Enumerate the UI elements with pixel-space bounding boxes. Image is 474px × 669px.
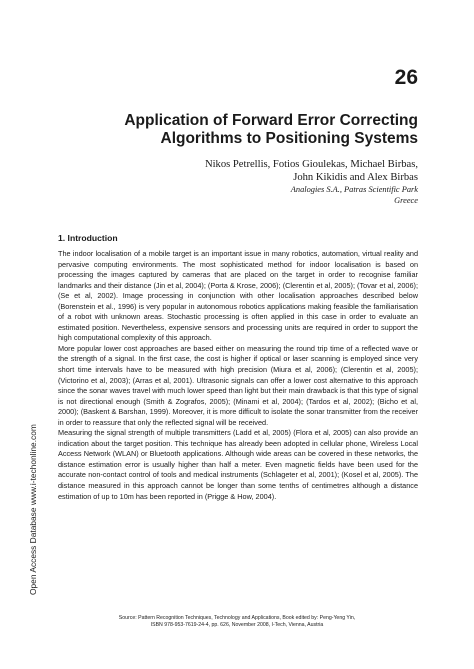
body-paragraph: The indoor localisation of a mobile target is an important issue in many robotics, automation, virtual reality and pervasive computing environments. The most sophisticated method for indoor localisation is based on processing the images captured by cameras that are placed on the target in order to recognise familiar landmarks and their distance (Jin et al, 2004); (Porta & Krose, 2006); (Clerentin et al, 2005); (Tovar et al, 2006); (Se et al, 2002). Image processing in conjunction with other localisation approaches described below (Borenstein et al., 1996) is very popular in autonomous robotics applications making feasible the familiarisation of a robot with unknown areas. Stochastic processing is often applied in this case in order to evaluate an estimated position. Nevertheless, expensive sensors and processing units are required in order to support the high computational complexity of this approach.	[58, 249, 418, 343]
author-names: Nikos Petrellis, Fotios Gioulekas, Michael Birbas,	[204, 159, 418, 170]
sidebar-watermark-text: Open Access Database www.i-techonline.com	[28, 424, 38, 595]
author-block	[205, 158, 418, 206]
body-paragraph: Measuring the signal strength of multiple transmitters (Ladd et al, 2005) (Flora et al, 2005) can also provide an indication about the target position. This technique has already been adopted in cellular phone, Wireless Local Access Network (WLAN) or Bluetooth applications. Although wide areas can be covered in these networks, the distance estimation error is usually higher than half a meter. Even magnetic fields have been used for the accurate non-contact control of tools and medical instruments (Schlageter et al, 2001); (Kosel et al, 2005). The distance measured in this approach cannot be longer than some tenths of centimetres although a distance estimation of up to 10m has been reported in (Prigge & How, 2004).	[58, 428, 418, 501]
section-heading: 1. Introduction	[58, 233, 118, 243]
chapter-title-line: Application of Forward Error Correcting	[124, 112, 418, 129]
chapter-number: 26	[394, 66, 418, 89]
author-affiliation: Analogies S.A., Patras Scientific Park	[290, 185, 418, 194]
chapter-title-line: Algorithms to Positioning Systems	[160, 130, 418, 147]
author-names: John Kikidis and Alex Birbas	[293, 172, 418, 183]
body-text	[58, 249, 418, 502]
source-line: ISBN 978-953-7619-24-4, pp. 626, November 2008, I-Tech, Vienna, Austria	[150, 622, 324, 628]
body-paragraph: More popular lower cost approaches are based either on measuring the round trip time of a reflected wave or the strength of a signal. In the first case, the cost is higher if optical or laser scanning is employed since very short time intervals have to be measured with high precision (Miura et al, 2006); (Clerentin et al, 2005); (Victorino et al, 2003); (Arras et al, 2001). Ultrasonic signals can offer a lower cost alternative to this approach since the sonar waves travel with much lower speed than light but their main drawback is that this type of signal is not directional enough (Smith & Zografos, 2005); (Minami et al, 2004); (Tardos et al, 2002); (Bicho et al, 2000); (Baskent & Barshan, 1999). Moreover, it is more difficult to isolate the sonar transmitter from the receiver in order to reassure that only the reflected signal will be received.	[58, 343, 419, 427]
source-line: Source: Pattern Recognition Techniques, Technology and Applications, Book edited by: Peng-Yeng Yin,	[118, 615, 356, 621]
author-country: Greece	[394, 196, 418, 205]
source-footnote	[40, 615, 434, 629]
chapter-title	[60, 112, 418, 148]
